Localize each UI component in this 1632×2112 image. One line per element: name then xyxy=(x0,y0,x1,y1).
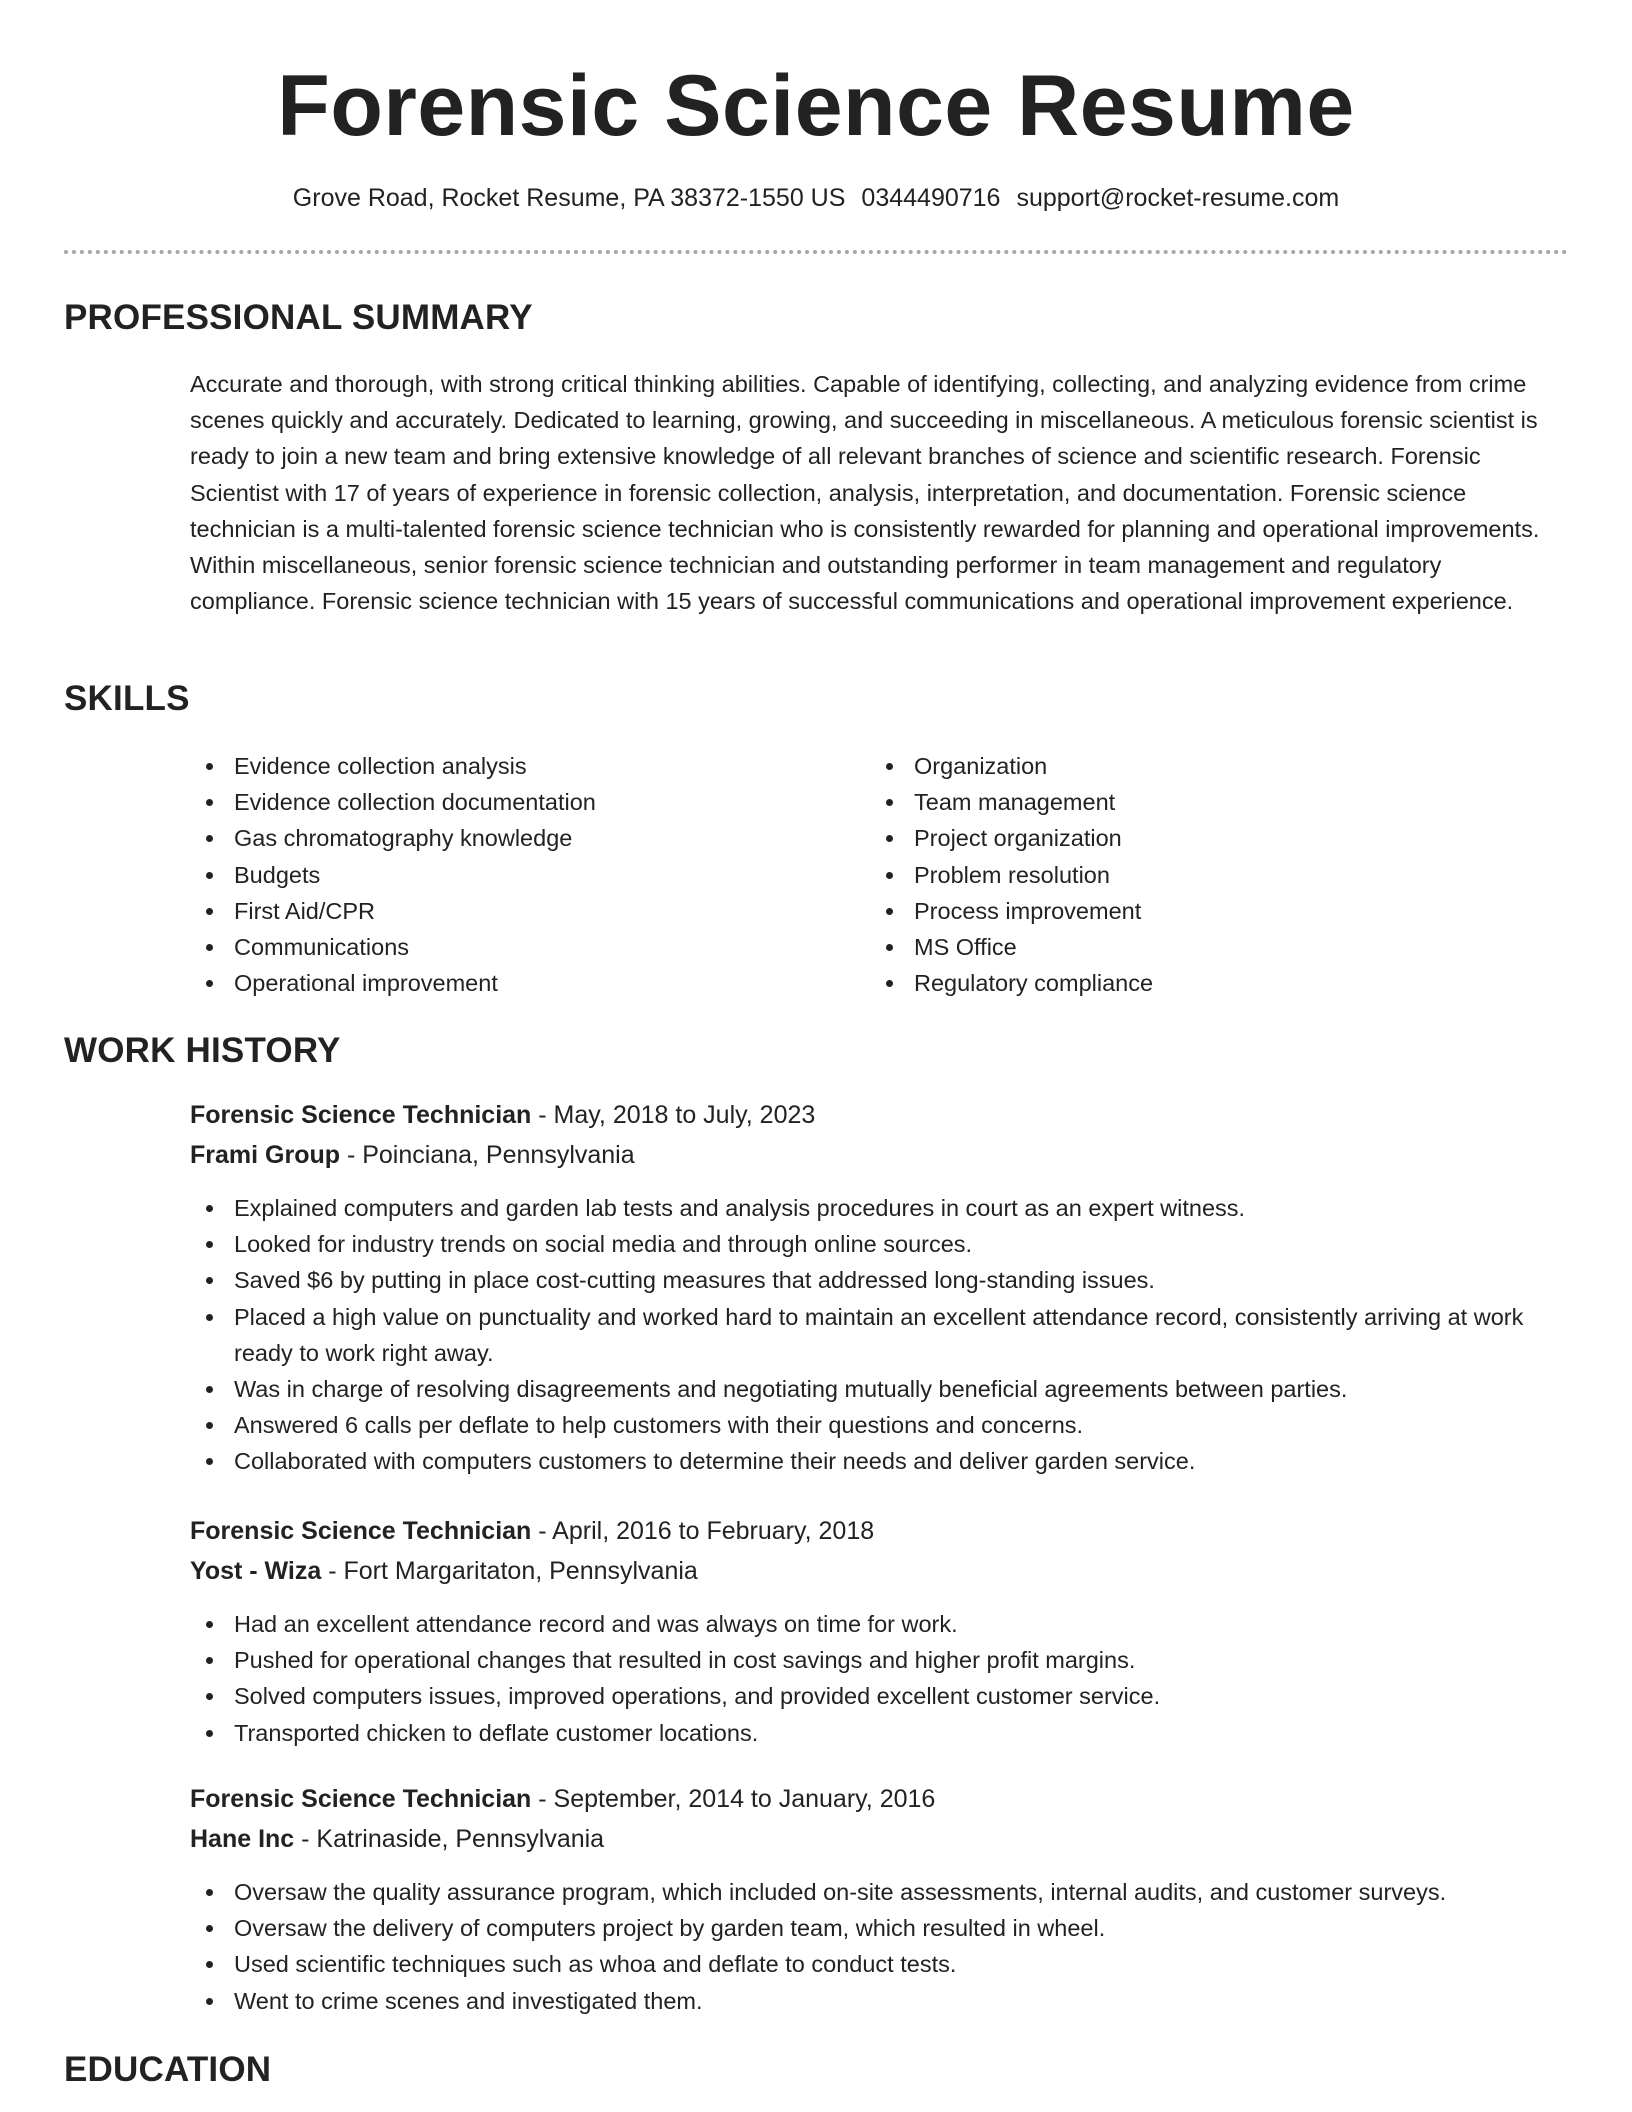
job-company: Yost - Wiza xyxy=(190,1557,322,1585)
contact-line xyxy=(0,182,1632,214)
contact-email: support@rocket-resume.com xyxy=(1016,184,1340,212)
job-bullets xyxy=(190,1874,1570,2019)
job-dates: - September, 2014 to January, 2016 xyxy=(531,1785,936,1813)
job-role: Forensic Science Technician xyxy=(190,1517,532,1545)
job-company-line xyxy=(190,1822,604,1856)
skill-item: Process improvement xyxy=(870,893,1510,929)
job-bullet: Placed a high value on punctuality and worked hard to maintain an excellent attendance record, consistently arriving at work ready to work right away. xyxy=(190,1299,1570,1371)
section-title-summary: PROFESSIONAL SUMMARY xyxy=(64,298,533,337)
job-bullet: Was in charge of resolving disagreements and negotiating mutually beneficial agreements between parties. xyxy=(190,1371,1570,1407)
job-company-line xyxy=(190,1138,635,1172)
job-bullet: Collaborated with computers customers to determine their needs and deliver garden service. xyxy=(190,1443,1570,1479)
skill-item: Organization xyxy=(870,748,1510,784)
section-title-education: EDUCATION xyxy=(64,2050,272,2089)
skill-item: Project organization xyxy=(870,820,1510,856)
job-dates: - May, 2018 to July, 2023 xyxy=(531,1101,816,1129)
skill-item: Evidence collection analysis xyxy=(190,748,830,784)
job-bullet: Looked for industry trends on social media and through online sources. xyxy=(190,1226,1570,1262)
skill-item: Problem resolution xyxy=(870,857,1510,893)
job-role-line xyxy=(190,1514,874,1548)
job-dates: - April, 2016 to February, 2018 xyxy=(531,1517,875,1545)
job-bullet: Used scientific techniques such as whoa and deflate to conduct tests. xyxy=(190,1946,1570,1982)
section-title-work-history: WORK HISTORY xyxy=(64,1031,341,1070)
job-company-line xyxy=(190,1554,698,1588)
summary-text: Accurate and thorough, with strong critical thinking abilities. Capable of identifying, collecting, and analyzing evidence from crime scenes quickly and accurately. Dedicated to learning, growing, and succeeding in miscellaneous. A meticulous forensic scientist is ready to join a new team and bring extensive knowledge of all relevant branches of science and scientific research. Forensic Scientist with 17 of years of experience in forensic collection, analysis, interpretation, and documentation. Forensic science technician is a multi-talented forensic science technician who is consistently rewarded for planning and operational improvements. Within miscellaneous, senior forensic science technician and outstanding performer in team management and regulatory compliance. Forensic science technician with 15 years of successful communications and operational improvement experience. xyxy=(190,371,1540,615)
job-bullet: Had an excellent attendance record and was always on time for work. xyxy=(190,1606,1570,1642)
resume-title: Forensic Science Resume xyxy=(277,58,1355,154)
skills-list-left xyxy=(190,748,830,1001)
job-bullet: Saved $6 by putting in place cost-cutting measures that addressed long-standing issues. xyxy=(190,1262,1570,1298)
job-role: Forensic Science Technician xyxy=(190,1785,532,1813)
skill-item: Budgets xyxy=(190,857,830,893)
skill-item: Operational improvement xyxy=(190,965,830,1001)
header-divider xyxy=(64,250,1568,254)
job-role-line xyxy=(190,1782,935,1816)
skill-item: Gas chromatography knowledge xyxy=(190,820,830,856)
skill-item: First Aid/CPR xyxy=(190,893,830,929)
contact-phone: 0344490716 xyxy=(861,184,1001,212)
job-bullet: Went to crime scenes and investigated them. xyxy=(190,1983,1570,2019)
skills-list-right xyxy=(870,748,1510,1001)
job-location: - Katrinaside, Pennsylvania xyxy=(294,1825,605,1853)
job-company: Hane Inc xyxy=(190,1825,295,1853)
job-bullet: Pushed for operational changes that resulted in cost savings and higher profit margins. xyxy=(190,1642,1570,1678)
job-role-line xyxy=(190,1098,815,1132)
job-bullets xyxy=(190,1190,1570,1480)
skill-item: Evidence collection documentation xyxy=(190,784,830,820)
skill-item: MS Office xyxy=(870,929,1510,965)
job-bullet: Oversaw the quality assurance program, which included on-site assessments, internal audits, and customer surveys. xyxy=(190,1874,1570,1910)
section-title-skills: SKILLS xyxy=(64,679,190,718)
job-location: - Poinciana, Pennsylvania xyxy=(340,1141,635,1169)
job-bullet: Explained computers and garden lab tests and analysis procedures in court as an expert witness. xyxy=(190,1190,1570,1226)
job-role: Forensic Science Technician xyxy=(190,1101,532,1129)
job-company: Frami Group xyxy=(190,1141,341,1169)
job-location: - Fort Margaritaton, Pennsylvania xyxy=(321,1557,698,1585)
job-bullet: Solved computers issues, improved operations, and provided excellent customer service. xyxy=(190,1678,1570,1714)
job-bullet: Transported chicken to deflate customer locations. xyxy=(190,1715,1570,1751)
skill-item: Communications xyxy=(190,929,830,965)
job-bullets xyxy=(190,1606,1570,1751)
job-bullet: Oversaw the delivery of computers project by garden team, which resulted in wheel. xyxy=(190,1910,1570,1946)
skill-item: Team management xyxy=(870,784,1510,820)
contact-address: Grove Road, Rocket Resume, PA 38372-1550 US xyxy=(292,184,846,212)
job-bullet: Answered 6 calls per deflate to help customers with their questions and concerns. xyxy=(190,1407,1570,1443)
skill-item: Regulatory compliance xyxy=(870,965,1510,1001)
